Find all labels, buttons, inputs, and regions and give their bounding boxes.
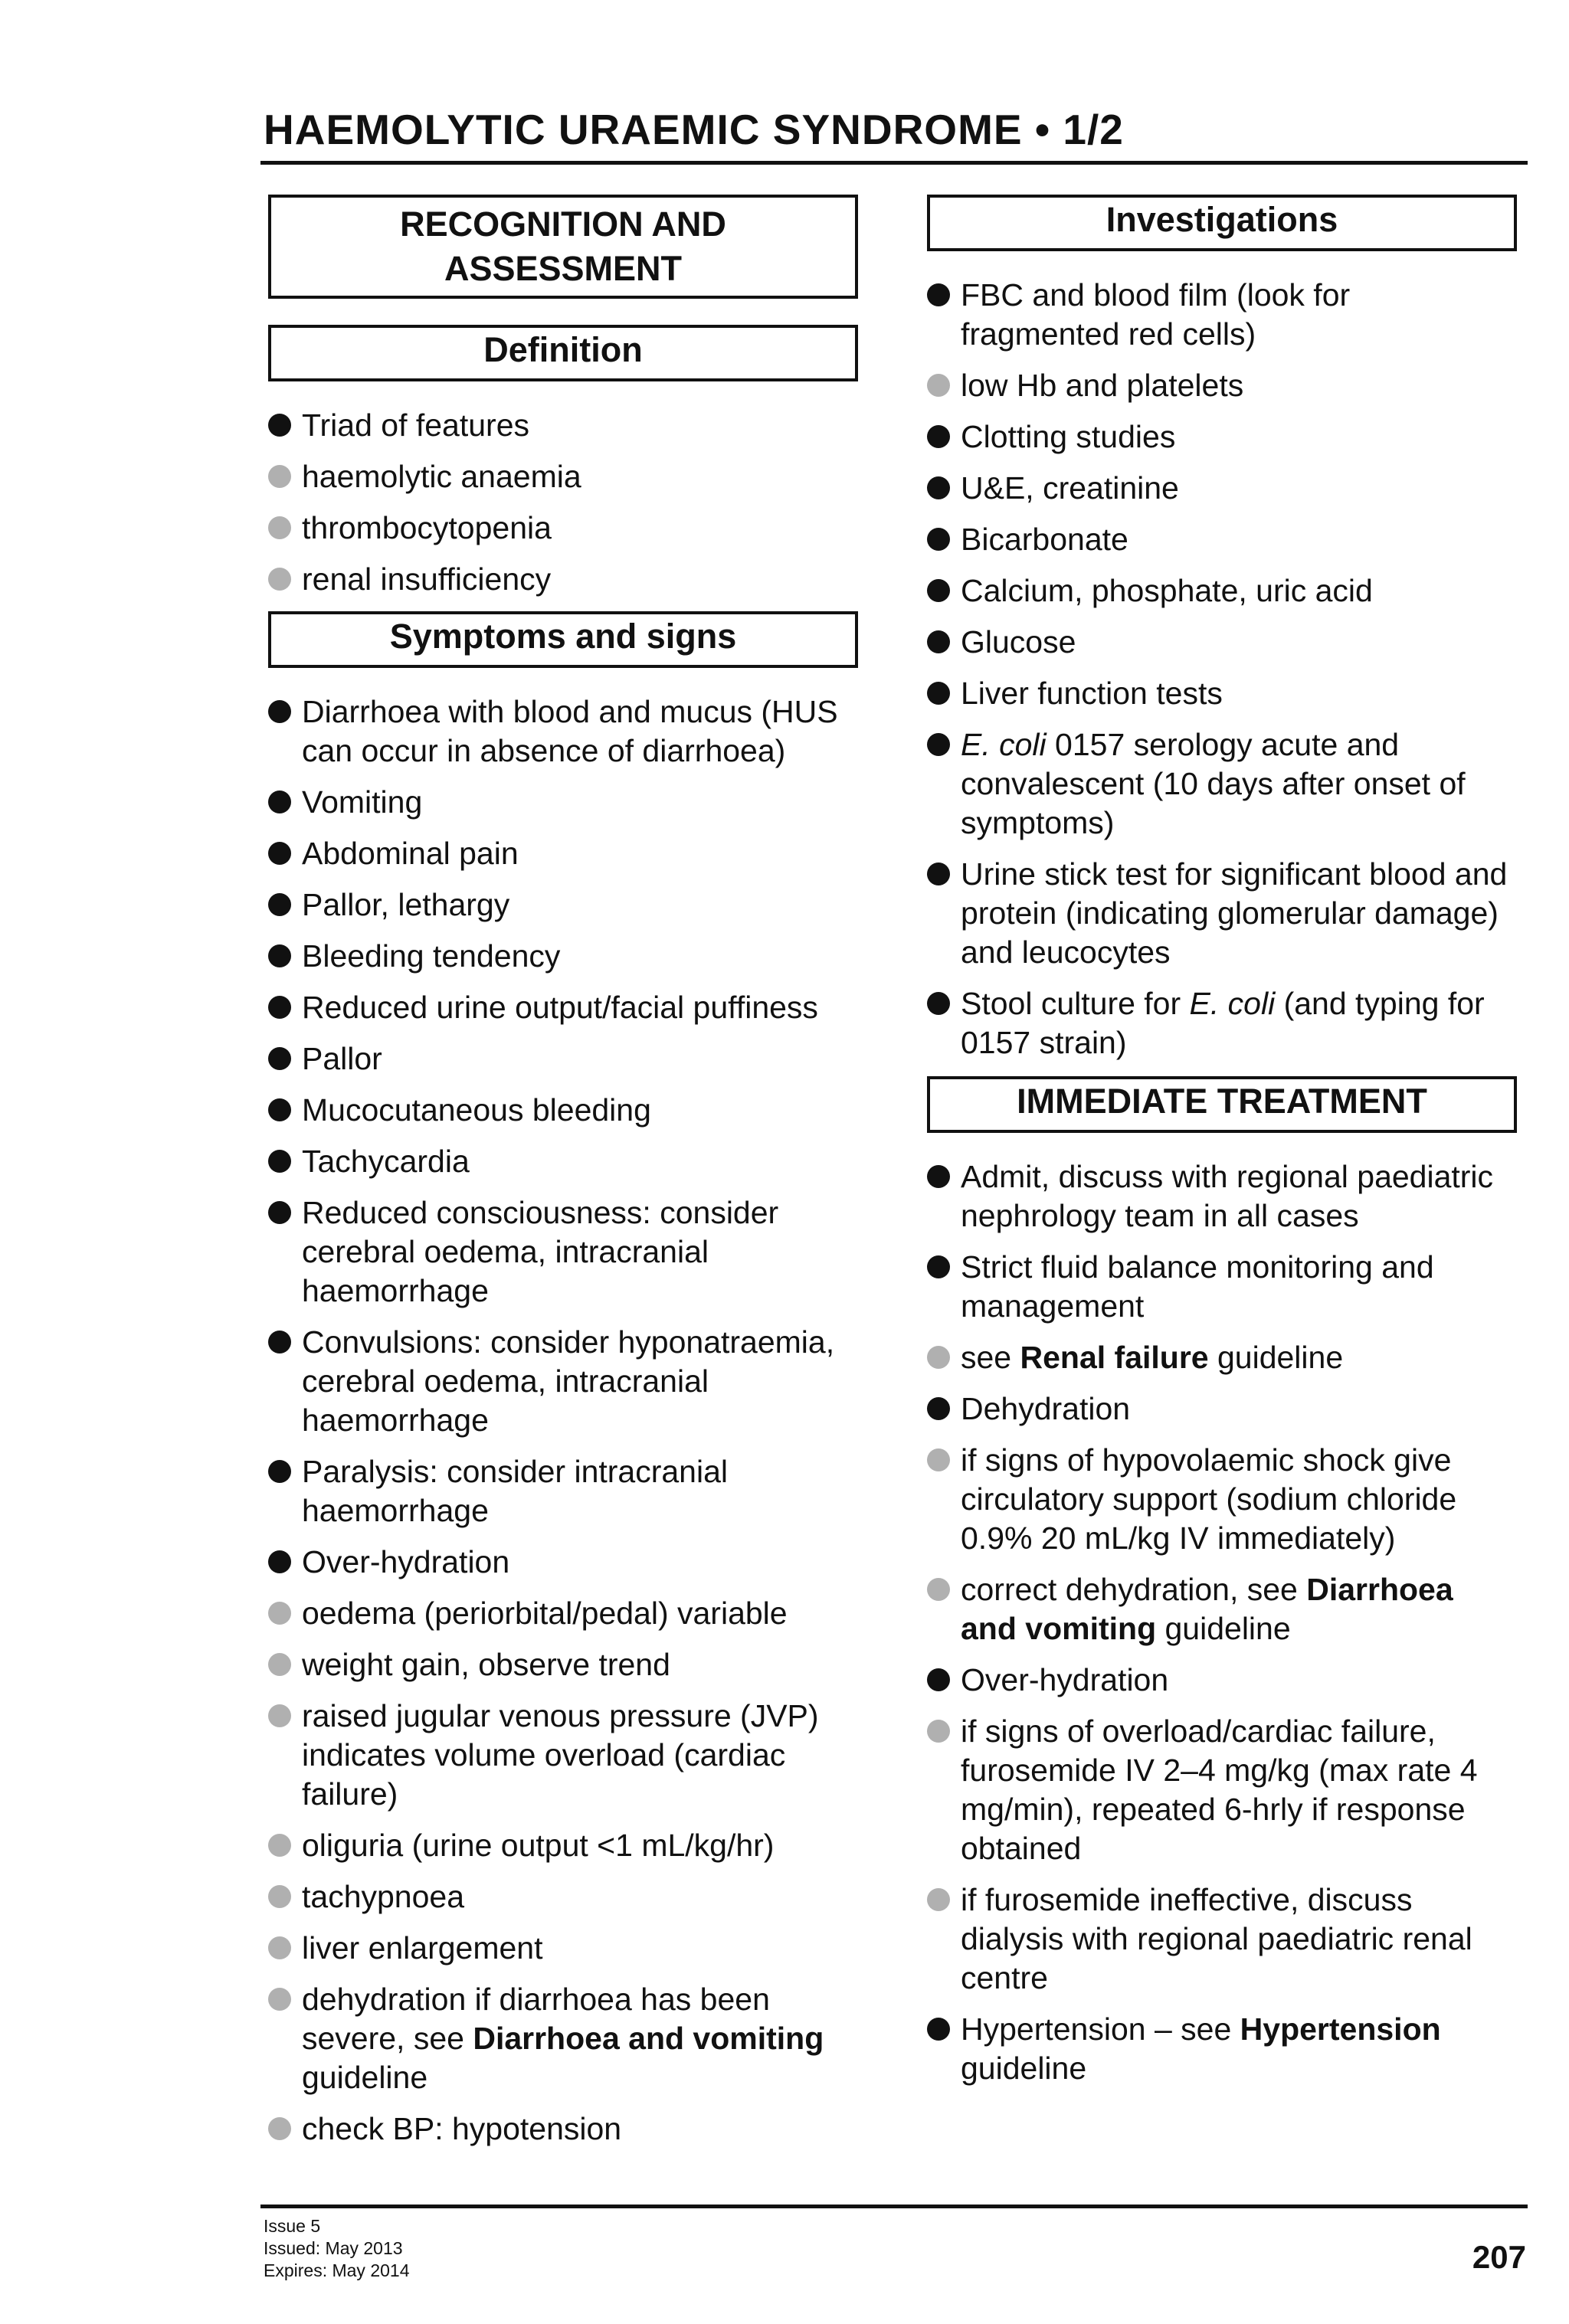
text-run: guideline — [302, 2060, 428, 2095]
list-item-text: Urine stick test for significant blood and protein (indicating glomerular damage) and leucocytes — [961, 856, 1508, 970]
list-item-text: Pallor — [302, 1041, 382, 1076]
list-item — [268, 1877, 858, 1916]
list-item-text: Convulsions: consider hyponatraemia, cerebral oedema, intracranial haemorrhage — [302, 1324, 835, 1438]
bold-reference: Diarrhoea and vomiting — [473, 2021, 824, 2056]
list-item — [927, 417, 1517, 457]
list-item-text: liver enlargement — [302, 1930, 543, 1966]
list-item — [268, 509, 858, 548]
text-run: dehydration if diarrhoea has been severe, see — [302, 1982, 770, 2056]
list-item — [268, 560, 858, 599]
list-item — [927, 366, 1517, 405]
list-item-text: U&E, creatinine — [961, 470, 1179, 506]
list-item — [927, 520, 1517, 559]
list-item — [268, 1826, 858, 1865]
list-item-text: Abdominal pain — [302, 836, 519, 871]
bold-reference: Hypertension — [1240, 2011, 1441, 2047]
left-column — [268, 195, 858, 2161]
list-item — [927, 1712, 1517, 1868]
list-item-text: Over-hydration — [302, 1544, 510, 1579]
grey-bullet-icon — [927, 1448, 950, 1471]
symptoms-signs-list — [268, 692, 858, 2149]
list-item-text: weight gain, observe trend — [302, 1647, 670, 1682]
footer — [264, 2215, 409, 2282]
header-rule — [260, 161, 1528, 165]
footer-rule — [260, 2205, 1528, 2208]
list-item-text: FBC and blood film (look for fragmented red cells) — [961, 277, 1351, 352]
list-item — [268, 783, 858, 822]
black-bullet-icon — [927, 1397, 950, 1420]
list-item — [268, 692, 858, 771]
list-item-text: Glucose — [961, 624, 1076, 660]
list-item-text: haemolytic anaemia — [302, 459, 581, 494]
black-bullet-icon — [927, 283, 950, 306]
list-item — [268, 1039, 858, 1079]
list-item — [268, 1091, 858, 1130]
list-item — [268, 1980, 858, 2097]
heading-line-1: RECOGNITION AND — [400, 205, 726, 244]
grey-bullet-icon — [927, 1888, 950, 1911]
list-item-text: Diarrhoea with blood and mucus (HUS can occur in absence of diarrhoea) — [302, 694, 838, 768]
list-item-text — [961, 1340, 1343, 1375]
recognition-assessment-heading — [268, 195, 858, 299]
grey-bullet-icon — [268, 1704, 291, 1727]
black-bullet-icon — [927, 579, 950, 602]
black-bullet-icon — [927, 2018, 950, 2041]
list-item — [268, 1645, 858, 1684]
list-item-text: Calcium, phosphate, uric acid — [961, 573, 1373, 608]
list-item-text: Clotting studies — [961, 419, 1176, 454]
list-item — [268, 1323, 858, 1440]
black-bullet-icon — [927, 425, 950, 448]
list-item-text: Strict fluid balance monitoring and management — [961, 1249, 1434, 1324]
bold-reference: Diarrhoea and vomiting — [961, 1572, 1453, 1646]
grey-bullet-icon — [927, 1578, 950, 1601]
list-item-text: if signs of overload/cardiac failure, furosemide IV 2–4 mg/kg (max rate 4 mg/min), repeated 6-hrly if response obtained — [961, 1714, 1478, 1866]
list-item — [268, 1142, 858, 1181]
grey-bullet-icon — [268, 568, 291, 591]
text-run: Hypertension – see — [961, 2011, 1240, 2047]
expires-date: Expires: May 2014 — [264, 2260, 410, 2280]
black-bullet-icon — [927, 862, 950, 885]
list-item — [927, 276, 1517, 354]
definition-list — [268, 406, 858, 599]
list-item — [927, 1570, 1517, 1648]
issue-text: Issue 5 — [264, 2216, 321, 2236]
black-bullet-icon — [268, 944, 291, 967]
list-item — [927, 571, 1517, 610]
definition-heading: Definition — [268, 325, 858, 381]
black-bullet-icon — [268, 842, 291, 865]
text-run: guideline — [1156, 1611, 1291, 1646]
list-item — [268, 834, 858, 873]
list-item-text: if signs of hypovolaemic shock give circulatory support (sodium chloride 0.9% 20 mL/kg IV immediately) — [961, 1442, 1457, 1556]
list-item — [927, 1338, 1517, 1377]
italic-term: E. coli — [1189, 986, 1276, 1021]
list-item-text: Vomiting — [302, 784, 423, 820]
list-item-text — [961, 1572, 1453, 1646]
list-item-text: Bicarbonate — [961, 522, 1128, 557]
list-item-text: Triad of features — [302, 408, 530, 443]
black-bullet-icon — [268, 790, 291, 813]
text-run: 0157 serology acute and convalescent (10 days after onset of symptoms) — [961, 727, 1466, 840]
list-item-text: renal insufficiency — [302, 561, 552, 597]
list-item-text: Admit, discuss with regional paediatric nephrology team in all cases — [961, 1159, 1494, 1233]
list-item — [927, 1880, 1517, 1998]
black-bullet-icon — [268, 1150, 291, 1173]
right-column — [927, 195, 1517, 2100]
list-item-text: Pallor, lethargy — [302, 887, 510, 922]
text-run: (and typing for 0157 strain) — [961, 986, 1485, 1060]
list-item — [927, 1389, 1517, 1429]
black-bullet-icon — [268, 1201, 291, 1224]
list-item — [268, 1929, 858, 1968]
investigations-heading: Investigations — [927, 195, 1517, 251]
black-bullet-icon — [268, 700, 291, 723]
list-item — [268, 1193, 858, 1311]
black-bullet-icon — [268, 1098, 291, 1121]
list-item — [268, 1543, 858, 1582]
grey-bullet-icon — [268, 465, 291, 488]
list-item — [927, 1248, 1517, 1326]
black-bullet-icon — [268, 414, 291, 437]
grey-bullet-icon — [268, 1602, 291, 1625]
list-item — [927, 1441, 1517, 1558]
black-bullet-icon — [927, 630, 950, 653]
list-item-text: Tachycardia — [302, 1144, 470, 1179]
list-item-text: Over-hydration — [961, 1662, 1169, 1697]
heading-line-2: ASSESSMENT — [444, 249, 683, 288]
list-item-text: Reduced urine output/facial puffiness — [302, 990, 818, 1025]
list-item-text: oliguria (urine output <1 mL/kg/hr) — [302, 1828, 775, 1863]
investigations-list — [927, 276, 1517, 1062]
list-item-text — [302, 1982, 824, 2095]
immediate-treatment-heading: IMMEDIATE TREATMENT — [927, 1076, 1517, 1133]
symptoms-signs-heading: Symptoms and signs — [268, 611, 858, 668]
list-item — [268, 988, 858, 1027]
list-item-text: Bleeding tendency — [302, 938, 561, 974]
list-item — [927, 469, 1517, 508]
immediate-treatment-list — [927, 1157, 1517, 2088]
black-bullet-icon — [268, 1550, 291, 1573]
list-item-text: thrombocytopenia — [302, 510, 552, 545]
list-item-text: low Hb and platelets — [961, 368, 1244, 403]
list-item-text: oedema (periorbital/pedal) variable — [302, 1596, 788, 1631]
black-bullet-icon — [268, 1047, 291, 1070]
list-item — [927, 674, 1517, 713]
text-run: guideline — [1208, 1340, 1344, 1375]
page-title: HAEMOLYTIC URAEMIC SYNDROME • 1/2 — [264, 106, 1124, 153]
black-bullet-icon — [268, 893, 291, 916]
grey-bullet-icon — [927, 1346, 950, 1369]
list-item — [268, 406, 858, 445]
black-bullet-icon — [927, 1668, 950, 1691]
list-item-text — [961, 986, 1485, 1060]
issued-date: Issued: May 2013 — [264, 2238, 403, 2258]
italic-term: E. coli — [961, 727, 1047, 762]
black-bullet-icon — [268, 1331, 291, 1353]
list-item — [927, 1157, 1517, 1236]
list-item — [268, 2110, 858, 2149]
black-bullet-icon — [927, 682, 950, 705]
black-bullet-icon — [927, 733, 950, 756]
grey-bullet-icon — [268, 1885, 291, 1908]
list-item-text — [961, 727, 1466, 840]
list-item-text: Liver function tests — [961, 676, 1223, 711]
text-run: Stool culture for — [961, 986, 1190, 1021]
list-item — [268, 937, 858, 976]
list-item-text — [961, 2011, 1441, 2086]
list-item — [927, 623, 1517, 662]
list-item — [927, 1661, 1517, 1700]
list-item-text: Paralysis: consider intracranial haemorrhage — [302, 1454, 729, 1528]
grey-bullet-icon — [927, 1720, 950, 1743]
list-item — [927, 855, 1517, 972]
grey-bullet-icon — [268, 1988, 291, 2011]
list-item-text: Reduced consciousness: consider cerebral oedema, intracranial haemorrhage — [302, 1195, 779, 1308]
black-bullet-icon — [268, 1460, 291, 1483]
text-run: correct dehydration, see — [961, 1572, 1307, 1607]
grey-bullet-icon — [268, 1834, 291, 1857]
black-bullet-icon — [927, 992, 950, 1015]
grey-bullet-icon — [268, 1936, 291, 1959]
black-bullet-icon — [927, 528, 950, 551]
black-bullet-icon — [927, 1165, 950, 1188]
grey-bullet-icon — [268, 1653, 291, 1676]
list-item — [268, 1697, 858, 1814]
text-run: see — [961, 1340, 1020, 1375]
black-bullet-icon — [927, 1255, 950, 1278]
text-run: guideline — [961, 2051, 1087, 2086]
page-number: 207 — [1472, 2239, 1526, 2275]
grey-bullet-icon — [927, 374, 950, 397]
black-bullet-icon — [268, 996, 291, 1019]
list-item — [927, 2010, 1517, 2088]
list-item — [268, 1452, 858, 1530]
list-item — [268, 457, 858, 496]
list-item-text: if furosemide ineffective, discuss dialysis with regional paediatric renal centre — [961, 1882, 1472, 1995]
grey-bullet-icon — [268, 2117, 291, 2140]
grey-bullet-icon — [268, 516, 291, 539]
black-bullet-icon — [927, 476, 950, 499]
list-item — [268, 885, 858, 925]
list-item-text: Mucocutaneous bleeding — [302, 1092, 651, 1128]
list-item — [268, 1594, 858, 1633]
list-item-text: Dehydration — [961, 1391, 1131, 1426]
bold-reference: Renal failure — [1020, 1340, 1209, 1375]
list-item-text: check BP: hypotension — [302, 2111, 622, 2146]
list-item-text: raised jugular venous pressure (JVP) indicates volume overload (cardiac failure) — [302, 1698, 819, 1812]
list-item — [927, 984, 1517, 1062]
list-item — [927, 725, 1517, 843]
list-item-text: tachypnoea — [302, 1879, 465, 1914]
